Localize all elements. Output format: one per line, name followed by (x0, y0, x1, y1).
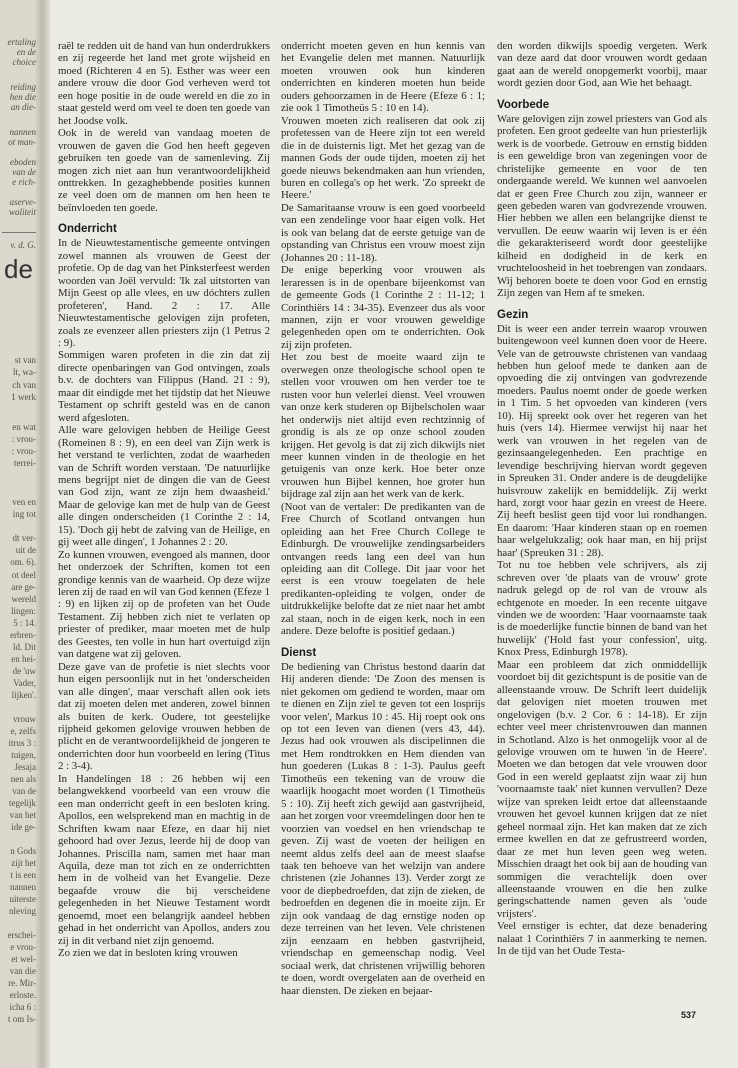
gutter-line: e rich- (12, 177, 36, 187)
gutter-line: are ge- (11, 582, 36, 592)
page-number: 537 (681, 1010, 697, 1020)
gutter-line: lingen: (11, 606, 36, 616)
gutter-line: ld. Dit (12, 642, 36, 652)
gutter-line: : vrou- (11, 446, 36, 456)
paragraph: Tot nu toe hebben vele schrijvers, als zij schreven over 'de plaats van de vrouw' grote nadruk gelegd op de rol van de vrouw als echtgenote en moeder. In een recente uitgave vinden we de woorden: 'Haar voornaamste taak is de moederlijke functie binnen de band van het huwelijk' ('Hold fast your confession', uitg. Knox Press, Edinburgh 1978). (497, 559, 707, 659)
gutter-line: van de (12, 786, 36, 796)
gutter-line: ot deel (11, 570, 36, 580)
gutter-line: nannen (10, 882, 36, 892)
paragraph: Deze gave van de profetie is niet slechts voor hun eigen persoonlijk nut in het 'onderscheiden van alle dingen', maar verschaft allen ook iets dat zij moeten delen met anderen, zowel binnen als buiten de kerk. Oudere, tot geestelijke rijpheid gekomen gelovige vrouwen hebben de plicht en de verantwoordelijkheid de jongeren te onderrichten door hun voorbeeld en lering (Titus 2 : 3-4). (58, 660, 270, 773)
book-binding-shadow (36, 0, 50, 1068)
gutter-line: om. 6). (10, 557, 36, 567)
paragraph: In Handelingen 18 : 26 hebben wij een belangwekkend voorbeeld van een vrouw die een man onderricht geeft in een besloten kring. Apollos, een welsprekend man en machtig in de Schriften kwam naar Efeze, en daar hij niet gehoord had over Jezus, leerde hij de doop van Johannes. Priscilla nam, samen met haar man Aquila, deze man tot zich en ze onderrichtten hem in de volheid van het Evangelie. Deze begaafde vrouw die bij verscheidene gelegenheden in het Nieuwe Testament wordt genoemd, moet een belangrijk aandeel hebben gehad in het onderricht van Apollos, anders zou zij in dit verband niet zijn genoemd. (58, 772, 270, 947)
gutter-line: ing tot (12, 509, 36, 519)
gutter-line: van die (9, 966, 36, 976)
gutter-line: ven en (12, 497, 36, 507)
section-heading: Voorbede (497, 98, 550, 111)
gutter-line: uit de (15, 545, 36, 555)
gutter-line: uiterste (9, 894, 36, 904)
gutter-line: t om Is- (8, 1014, 36, 1024)
paragraph: Ook in de wereld van vandaag moeten de vrouwen de gaven die God hen heeft gegeven gebruiken ten goede van de samenleving. Zij mogen zich niet aan hun verantwoordelijkheid onttrekken. In gezaghebbende posities kunnen ze veel doen om de mannen om hen heen te beïnvloeden ten goede. (58, 127, 270, 214)
gutter-rule (2, 232, 36, 233)
paragraph: raël te redden uit de hand van hun onderdrukkers en zij regeerde het land met grote wijsheid en moed (Richteren 4 en 5). Esther was weer een andere vrouw die door God verheven werd tot een hoge positie in de oude wereld en die zo in staat gesteld werd om veel te doen ten goede van het Joodse volk. (58, 40, 270, 127)
gutter-line: dt ver- (12, 533, 36, 543)
gutter-line: choice (12, 57, 36, 67)
gutter-line: nen als (10, 774, 36, 784)
gutter-line: aserve- (9, 197, 36, 207)
gutter-line: erschei- (7, 930, 36, 940)
gutter-line: 5 : 14. (13, 618, 36, 628)
paragraph: Zo zien we dat in besloten kring vrouwen (58, 947, 238, 960)
gutter-line: icha 6 : (9, 1002, 36, 1012)
paragraph: Zo kunnen vrouwen, evengoed als mannen, door het onderzoek der Schriften, komen tot een grondige kennis van de waarheid. Op deze wijze leren zij de raad en wil van God kennen (Efeze 1 : 9) en lijken zij op de profeten van het Oude Testament. Zij hebben zich niet te verlaten op priester of prediker, maar moeten met de hulp des Geestes, ten volle in hun hart overtuigd zijn van datgene wat zij geloven. (58, 548, 270, 661)
gutter-line: e, zelfs (10, 726, 36, 736)
gutter-line: t is een (10, 870, 36, 880)
paragraph: Dit is weer een ander terrein waarop vrouwen buitengewoon veel kunnen doen voor de Heere. Vele van de getrouwste christenen van vandaag hebben hun geloof mede te danken aan de opvoeding die zij ontvingen van godvrezende moeders. Paulus noemt onder de goede werken in 1 Tim. 5 het opvoeden van kinderen (vers 10). Hij spreekt ook over het regeren van het huis (vers 14). Hiermee verwijst hij naar het werk van vrouwen in het regelen van de gezinsaangelegenheden. Een prachtige en levendige beschrijving hiervan wordt gegeven in Spreuken 31. Onder andere is de deugdelijke huisvrouw zakelijk en bemiddelijk. Zij werkt hard, zorgt voor haar gezin en vreest de Heere. Zij heeft beslist geen tijd voor lui rondhangen. En daarom: 'Haar kinderen staan op en roemen haar welgelukzalig; ook haar man, en hij prijst haar' (Spreuken 31 : 28). (497, 322, 707, 559)
gutter-line: van het (9, 810, 36, 820)
gutter-line: re. Mir- (8, 978, 36, 988)
section-heading: Gezin (497, 308, 529, 321)
paragraph: Vrouwen moeten zich realiseren dat ook zij profetessen van de Heere zijn tot een wereld die in de duisternis ligt. Met het gezag van de mannen Gods der oude tijden, moeten zij het goede nieuws bekendmaken aan hun vrienden, buren en collega's op het werk. 'Zo spreekt de Heere.' (281, 114, 485, 202)
paragraph: onderricht moeten geven en hun kennis van het Evangelie delen met mannen. Natuurlijk moeten vrouwen ook hun kinderen onderrichten en kinderen moeten hun beide ouders gehoorzamen in de Heere (Efeze 6 : 1; zie ook 1 Timotheüs 5 : 10 en 14). (281, 40, 485, 115)
gutter-line: 1 werk (11, 392, 36, 402)
gutter-line: n Gods (10, 846, 36, 856)
gutter-line: lt, wa- (13, 367, 36, 377)
paragraph: Alle ware gelovigen hebben de Heilige Geest (Romeinen 8 : 9), en een deel van Zijn werk is het verstand te verlichten, zodat de waarheden van de Schrift worden verstaan. 'De natuurlijke mens begrijpt niet de dingen die van de Geest van God zijn, want ze zijn hem dwaasheid.' Maar de gelovige kan met de hulp van de Geest alle dingen onderscheiden (1 Corinthe 2 : 14, 15). 'Doch gij hebt de zalving van de Heilige, en gij weet alle dingen', 1 Johannes 2 : 20. (58, 424, 270, 549)
gutter-line: tuigen, (11, 750, 36, 760)
paragraph: Het zou best de moeite waard zijn te overwegen onze theologische school open te stellen voor vrouwen om hen verder toe te rusten voor hun velerlei dienst. Veel vrouwen van onze kerk studeren op Bijbelscholen waar het onderwijs niet altijd even rechtzinnig of grondig is als ze op onze school zouden krijgen. Het gevolg is dat zij zich dikwijls niet meer kunnen vinden in de theologie en het getuigenis van onze kerk. Hoe beter onze vrouwen hun Bijbel kennen, hoe groter hun bijdrage zal zijn aan het werk van de kerk. (281, 351, 485, 501)
paragraph: De Samaritaanse vrouw is een goed voorbeeld van een zendelinge voor haar eigen volk. Het is ook van belang dat de eerste getuige van de opstanding van Christus een vrouw moest zijn (Johannes 20 : 11-18). (281, 201, 485, 264)
paragraph: Sommigen waren profeten in die zin dat zij directe openbaringen van God ontvingen, zoals b.v. de dochters van Filippus (Hand. 21 : 9), maar dit eindigde met het tijdstip dat het Nieuwe Testament op schrift gesteld was en de canon werd afgesloten. (58, 349, 270, 424)
gutter-line: reiding (10, 82, 36, 92)
paragraph: Veel ernstiger is echter, dat deze benadering nalaat 1 Corinthiërs 7 in aanmerking te nemen. In de tijd van het Oude Testa- (497, 920, 707, 958)
paragraph: Ware gelovigen zijn zowel priesters van God als profeten. Een groot gedeelte van hun priesterlijk werk is de voorbede. Getrouw en ernstig bidden is een geweldige bron van zegeningen voor de christelijke gemeente en voor de ten ondergaande wereld. We kunnen wel aanvoelen dat er geen Free Church zou zijn, wanneer er geen gebeden waren van godvrezende vrouwen. Hier hebben we allen een belangrijke dienst te vervullen. De eeuw waarin wij leven is er één die gekarakteriseerd wordt door geestelijke kilheid en dodigheid in de kerk en vruchteloosheid in het toebrengen van zondaars. Wij behoren boete te doen voor God en ernstig Zijn zegen van Hem af te smeken. (497, 112, 707, 300)
gutter-line: en hei- (11, 654, 36, 664)
gutter-line: zijt het (11, 858, 36, 868)
paragraph: Maar een probleem dat zich onmiddellijk voordoet bij dit gezichtspunt is de positie van de alleenstaande vrouw. De Schrift leert duidelijk dat gelovigen niet moeten trouwen met ongelovigen (b.v. 2 Cor. 6 : 14-18). Er zijn echter veel meer christenvrouwen dan mannen in Schotland. Alzo is het onmogelijk voor al de gelovige vrouwen om te huwen 'in de Heere'. Moeten we dan betogen dat vele vrouwen door God in een wereld geplaatst zijn waar zij hun 'voornaamste taak' niet kunnen vervullen? Deze wijze van spreken leidt ertoe dat alleenstaande vrouwen het gevoel kunnen krijgen dat ze niet geheel normaal zijn. Het kan maken dat ze zich ermee kwellen en dat ze gefrustreerd worden, daar ze met hun leven geen weg weten. Misschien draagt het ook bij aan de houding van sommigen die verachtelijk doen over alleenstaande vrouwen en die hen zulke geringschattende namen geven als 'oude vrijsters'. (497, 658, 707, 920)
gutter-line: tegelijk (9, 798, 36, 808)
gutter-line: v. d. G. (10, 240, 36, 250)
text-column-middle (281, 40, 485, 997)
section-heading: Onderricht (58, 223, 117, 236)
gutter-line: ot man- (8, 137, 36, 147)
gutter-line: de 'uw (12, 666, 36, 676)
gutter-line: nannen (9, 127, 36, 137)
gutter-line: Vader, (13, 678, 36, 688)
gutter-line: itrus 3 : (8, 738, 36, 748)
gutter-line: et wel- (11, 954, 36, 964)
text-column-right (497, 40, 707, 958)
gutter-line: an die- (10, 102, 36, 112)
gutter-line: vrouw (13, 714, 36, 724)
gutter-line: de (4, 255, 33, 283)
gutter-line: lijken'. (11, 690, 36, 700)
gutter-line: waliteit (9, 207, 36, 217)
gutter-line: ertaling (7, 37, 36, 47)
gutter-line: hen die (9, 92, 36, 102)
gutter-line: nleving (9, 906, 36, 916)
paragraph: den worden dikwijls spoedig vergeten. Werk van deze aard dat door vrouwen wordt gedaan gaat aan de wereld onopgemerkt voorbij, maar wordt gezien door God, aan Wie het behaagt. (497, 40, 707, 90)
gutter-line: en wat (12, 422, 36, 432)
gutter-line: ide ge- (11, 822, 36, 832)
section-heading: Dienst (281, 646, 317, 659)
gutter-line: van de (12, 167, 36, 177)
gutter-line: ch van (12, 380, 36, 390)
gutter-line: wereld (11, 594, 36, 604)
paragraph: De enige beperking voor vrouwen als leraressen is in de openbare bijeenkomst van de gemeente Gods (1 Corinthe 2 : 11-12; 1 Corinthiërs 14 : 34-35). Evenzeer dus als voor mannen, zijn er voor vrouwen geweldige gelegenheden open om te onderrichten. Ook zij zijn profeten. (281, 264, 485, 351)
gutter-line: erbren- (10, 630, 36, 640)
text-column-left (58, 40, 270, 960)
paragraph: (Noot van de vertaler: De predikanten van de Free Church of Scotland ontvangen hun opleiding aan het Free Church College te Edinburgh. De vrouwelijke zendingsarbeiders ontvangen reeds lang een deel van hun opleiding aan dit College. Dit jaar voor het eerst is een vrouw toegelaten de hele predikanten-opleiding te volgen, onder de uitdrukkelijke belofte dat ze niet naar het ambt zal staan, noch in de eigen kerk, noch in een andere. Deze belofte is positief gedaan.) (281, 500, 485, 638)
gutter-line: e vrou- (10, 942, 36, 952)
gutter-line: eboden (10, 157, 36, 167)
gutter-line: erloste. (9, 990, 36, 1000)
gutter-line: st van (14, 355, 36, 365)
gutter-line: : vrou- (11, 434, 36, 444)
gutter-line: terrei- (14, 458, 36, 468)
gutter-line: Jesaja (14, 762, 36, 772)
gutter-line: en de (16, 47, 36, 57)
paragraph: In de Nieuwtestamentische gemeente ontvingen zowel mannen als vrouwen de Geest der profetie. Op de dag van het Pinksterfeest werden woorden van Joël vervuld: 'Ik zal uitstorten van Mijn Geest op alle vlees, en uw dóchters zullen profeteren', Hand. 2 : 17. Alle Nieuwtestamentische gelovigen zijn profeten, zoals ze evenzeer allen priesters zijn (1 Petrus 2 : 9). (58, 237, 270, 349)
paragraph: De bediening van Christus bestond daarin dat Hij anderen diende: 'De Zoon des mensen is niet gekomen om gediend te worden, maar om te dienen en Zijn ziel te geven tot een losprijs voor velen', Markus 10 : 45. Hij roept ook ons op tot een leven van dienen (vers 43, 44). Jezus had ook vrouwen als discipelinnen die met Hem rondtrokken en Hem dienden van hun goederen (Lukas 8 : 1-3). Paulus geeft Timotheüs een tekening van de vrouw die waarlijk hoogacht moet worden (1 Timotheüs 5 : 10). Zij heeft zich gewijd aan gastvrijheid, aan het zorgen voor vreemdelingen door hen te voorzien van voedsel en hen vriendschap te geven. Zij wast de voeten der heiligen en neemt aldus zelfs deel aan de meest slaafse taak ten behoeve van het welzijn van andere christenen (zie Johannes 13). Verder zorgt ze voor de diepbedroefden, dat zijn de zieken, de bedroefden en degenen die in moeite zijn. Er zijn ook vandaag de dag ernstige noden op deze terreinen van het leven. Vele christenen zijn eenzaam en hebben gastvrijheid, vriendschap en gemeenschap nodig. Veel sociaal werk, dat christenen vrijwillig behoren te doen, wordt overgelaten aan de overheid en haar diensten. De zieken en bejaar- (281, 660, 485, 997)
